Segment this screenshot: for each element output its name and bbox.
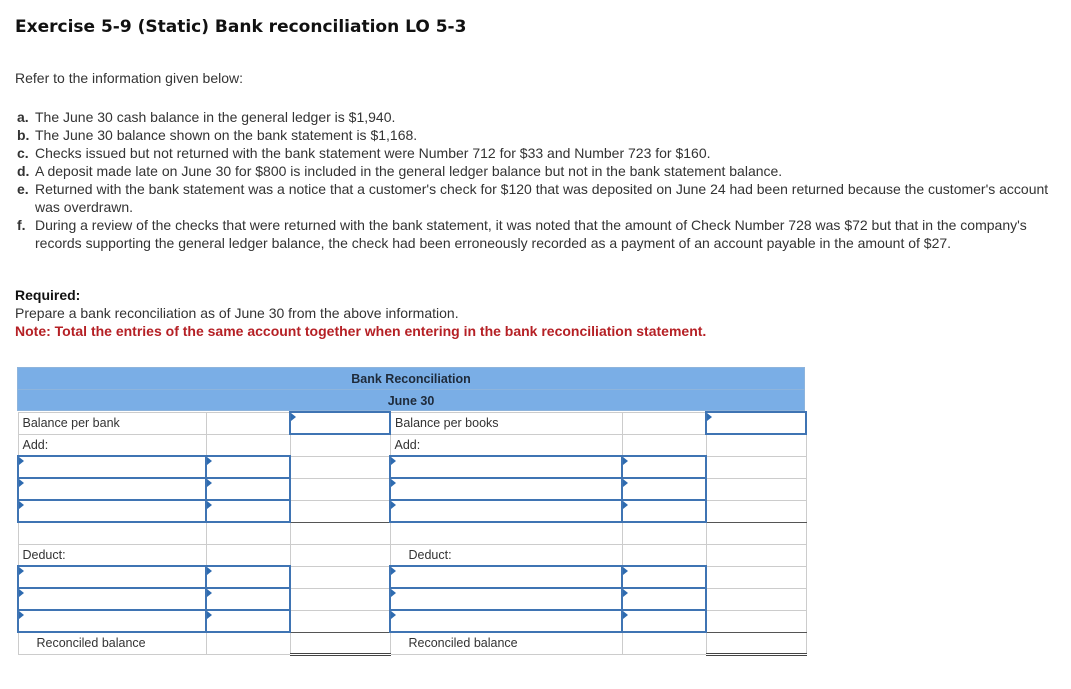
- balance-per-bank-input[interactable]: [290, 412, 390, 434]
- bank-reconciliation-table: [17, 367, 805, 656]
- table-row: [18, 434, 806, 456]
- bank-deduct-item-select[interactable]: [18, 588, 206, 610]
- list-item: [15, 108, 1060, 126]
- bank-deduct-item-select[interactable]: [18, 566, 206, 588]
- empty-cell: [290, 500, 390, 522]
- empty-cell: [290, 588, 390, 610]
- bank-deduct-amount-input[interactable]: [206, 566, 290, 588]
- dropdown-marker-icon: [391, 479, 396, 487]
- item-letter: e.: [17, 181, 29, 197]
- dropdown-marker-icon: [207, 589, 212, 597]
- dropdown-marker-icon: [207, 479, 212, 487]
- balance-per-books-input[interactable]: [706, 412, 806, 434]
- page-title: Exercise 5-9 (Static) Bank reconciliation LO 5-3: [15, 17, 467, 37]
- table-row: [18, 588, 806, 610]
- table-row: [18, 544, 806, 566]
- balance-per-books-label: Balance per books: [390, 412, 622, 434]
- deduct-label-right: Deduct:: [390, 544, 622, 566]
- reconciliation-grid: [17, 411, 807, 656]
- empty-cell: [206, 544, 290, 566]
- dropdown-marker-icon: [623, 611, 628, 619]
- empty-cell: [706, 522, 806, 544]
- dropdown-marker-icon: [19, 501, 24, 509]
- empty-cell: [622, 544, 706, 566]
- dropdown-marker-icon: [707, 413, 712, 421]
- bank-add-item-select[interactable]: [18, 478, 206, 500]
- table-row: [18, 566, 806, 588]
- empty-cell: [206, 632, 290, 654]
- reconciled-balance-label-left: Reconciled balance: [18, 632, 206, 654]
- list-item: [15, 180, 1060, 216]
- item-letter: b.: [17, 127, 30, 143]
- empty-cell: [706, 610, 806, 632]
- given-info-list: [15, 108, 1060, 252]
- item-text: During a review of the checks that were returned with the bank statement, it was noted that the amount of Check Number 728 was $72 but that in the company's records supporting the general ledger balance, the check had been erroneously recorded as a payment of an account payable in the amount of $27.: [35, 217, 1027, 251]
- empty-cell: [706, 566, 806, 588]
- books-add-amount-input[interactable]: [622, 478, 706, 500]
- empty-cell: [706, 500, 806, 522]
- list-item: [15, 144, 1060, 162]
- empty-cell: [622, 632, 706, 654]
- books-deduct-item-select[interactable]: [390, 566, 622, 588]
- empty-cell: [206, 522, 290, 544]
- deduct-label-left: Deduct:: [18, 544, 206, 566]
- required-heading: Required:: [15, 287, 81, 303]
- dropdown-marker-icon: [19, 589, 24, 597]
- table-row: [18, 500, 806, 522]
- add-label-right: Add:: [390, 434, 622, 456]
- bank-add-amount-input[interactable]: [206, 456, 290, 478]
- list-item: [15, 216, 1060, 252]
- table-row: [18, 632, 806, 654]
- empty-cell: [706, 434, 806, 456]
- empty-cell: [206, 434, 290, 456]
- dropdown-marker-icon: [291, 413, 296, 421]
- books-add-item-select[interactable]: [390, 478, 622, 500]
- table-row: [18, 610, 806, 632]
- empty-cell: [290, 522, 390, 544]
- item-text: The June 30 balance shown on the bank statement is $1,168.: [35, 127, 418, 143]
- reconciled-balance-label-right: Reconciled balance: [390, 632, 622, 654]
- books-deduct-item-select[interactable]: [390, 610, 622, 632]
- dropdown-marker-icon: [391, 457, 396, 465]
- table-row: [18, 456, 806, 478]
- bank-add-amount-input[interactable]: [206, 478, 290, 500]
- bank-add-amount-input[interactable]: [206, 500, 290, 522]
- books-deduct-amount-input[interactable]: [622, 588, 706, 610]
- books-add-amount-input[interactable]: [622, 500, 706, 522]
- dropdown-marker-icon: [391, 501, 396, 509]
- item-text: Checks issued but not returned with the bank statement were Number 712 for $33 and Number 723 for $160.: [35, 145, 711, 161]
- bank-deduct-amount-input[interactable]: [206, 588, 290, 610]
- bank-deduct-item-select[interactable]: [18, 610, 206, 632]
- empty-cell: [206, 412, 290, 434]
- table-row: [18, 522, 806, 544]
- dropdown-marker-icon: [19, 567, 24, 575]
- required-text: Prepare a bank reconciliation as of June 30 from the above information.: [15, 305, 459, 321]
- dropdown-marker-icon: [207, 611, 212, 619]
- books-add-amount-input[interactable]: [622, 456, 706, 478]
- item-letter: c.: [17, 145, 29, 161]
- dropdown-marker-icon: [19, 457, 24, 465]
- dropdown-marker-icon: [207, 567, 212, 575]
- reconciled-balance-books-cell[interactable]: [706, 632, 806, 654]
- books-deduct-item-select[interactable]: [390, 588, 622, 610]
- dropdown-marker-icon: [623, 589, 628, 597]
- dropdown-marker-icon: [623, 567, 628, 575]
- dropdown-marker-icon: [623, 479, 628, 487]
- empty-cell: [622, 522, 706, 544]
- item-text: The June 30 cash balance in the general ledger is $1,940.: [35, 109, 396, 125]
- table-row: [18, 478, 806, 500]
- empty-cell: [290, 434, 390, 456]
- empty-cell: [290, 456, 390, 478]
- item-letter: f.: [17, 217, 26, 233]
- dropdown-marker-icon: [623, 501, 628, 509]
- item-letter: d.: [17, 163, 30, 179]
- reconciled-balance-bank-cell[interactable]: [290, 632, 390, 654]
- empty-cell: [290, 544, 390, 566]
- dropdown-marker-icon: [391, 567, 396, 575]
- empty-cell: [290, 566, 390, 588]
- empty-cell: [18, 522, 206, 544]
- reconciliation-date: June 30: [17, 389, 805, 411]
- list-item: [15, 162, 1060, 180]
- empty-cell: [706, 588, 806, 610]
- dropdown-marker-icon: [391, 589, 396, 597]
- books-add-item-select[interactable]: [390, 456, 622, 478]
- bank-add-item-select[interactable]: [18, 456, 206, 478]
- bank-add-item-select[interactable]: [18, 500, 206, 522]
- table-row: [18, 412, 806, 434]
- dropdown-marker-icon: [19, 611, 24, 619]
- dropdown-marker-icon: [207, 501, 212, 509]
- dropdown-marker-icon: [391, 611, 396, 619]
- item-letter: a.: [17, 109, 29, 125]
- empty-cell: [706, 456, 806, 478]
- bank-deduct-amount-input[interactable]: [206, 610, 290, 632]
- dropdown-marker-icon: [207, 457, 212, 465]
- books-add-item-select[interactable]: [390, 500, 622, 522]
- list-item: [15, 126, 1060, 144]
- empty-cell: [290, 610, 390, 632]
- intro-text: Refer to the information given below:: [15, 70, 244, 86]
- empty-cell: [706, 478, 806, 500]
- dropdown-marker-icon: [623, 457, 628, 465]
- item-text: Returned with the bank statement was a notice that a customer's check for $120 that was deposited on June 24 had been returned because the customer's account was overdrawn.: [35, 181, 1049, 215]
- reconciliation-title: Bank Reconciliation: [17, 367, 805, 389]
- empty-cell: [390, 522, 622, 544]
- empty-cell: [706, 544, 806, 566]
- empty-cell: [622, 412, 706, 434]
- note-text: Note: Total the entries of the same account together when entering in the bank reconciliation statement.: [15, 323, 707, 339]
- books-deduct-amount-input[interactable]: [622, 566, 706, 588]
- books-deduct-amount-input[interactable]: [622, 610, 706, 632]
- empty-cell: [290, 478, 390, 500]
- dropdown-marker-icon: [19, 479, 24, 487]
- balance-per-bank-label: Balance per bank: [18, 412, 206, 434]
- item-text: A deposit made late on June 30 for $800 is included in the general ledger balance but not in the bank statement balance.: [35, 163, 783, 179]
- empty-cell: [622, 434, 706, 456]
- add-label-left: Add:: [18, 434, 206, 456]
